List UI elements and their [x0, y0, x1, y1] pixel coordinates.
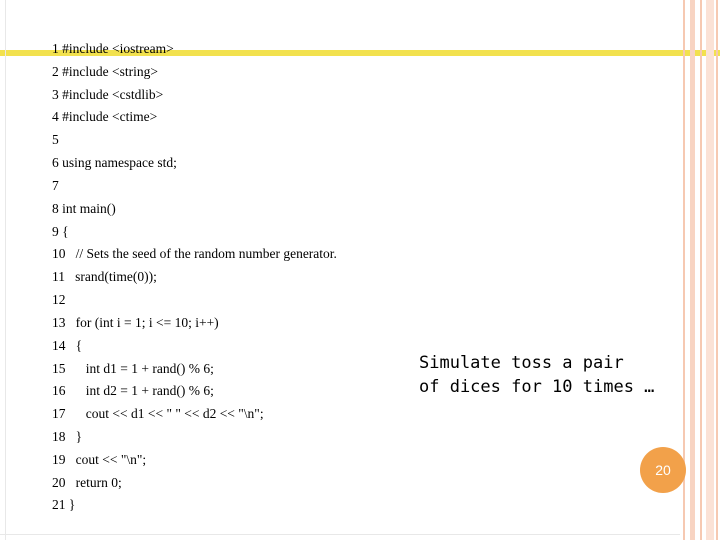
code-text: } — [68, 497, 76, 512]
side-stripe — [716, 0, 718, 540]
code-line — [52, 452, 146, 468]
caption-line-2: of dices for 10 times … — [419, 377, 655, 397]
code-text: #include <string> — [62, 64, 158, 79]
line-number: 21 — [52, 497, 66, 512]
code-line — [52, 178, 62, 194]
code-text: #include <iostream> — [62, 41, 174, 56]
line-number: 1 — [52, 41, 59, 56]
line-number: 16 — [52, 383, 66, 398]
side-stripe — [700, 0, 702, 540]
line-number: 7 — [52, 178, 59, 193]
code-text: // Sets the seed of the random number generator. — [75, 246, 337, 261]
code-line — [52, 361, 214, 377]
line-number: 10 — [52, 246, 66, 261]
code-line — [52, 246, 337, 262]
side-stripe — [706, 0, 714, 540]
code-text: return 0; — [75, 475, 122, 490]
code-text: cout << d1 << " " << d2 << "\n"; — [85, 406, 264, 421]
line-number: 2 — [52, 64, 59, 79]
line-number: 13 — [52, 315, 66, 330]
line-number: 19 — [52, 452, 66, 467]
line-number: 14 — [52, 338, 66, 353]
code-text: cout << "\n"; — [75, 452, 147, 467]
line-number: 20 — [52, 475, 66, 490]
line-number: 3 — [52, 87, 59, 102]
code-text: using namespace std; — [62, 155, 177, 170]
code-text: #include <cstdlib> — [62, 87, 164, 102]
code-text: } — [75, 429, 83, 444]
code-line — [52, 475, 122, 491]
code-line — [52, 406, 264, 422]
code-line — [52, 338, 82, 354]
caption-line-1: Simulate toss a pair — [419, 353, 624, 373]
frame-bottom-line — [0, 534, 680, 535]
slide-number: 20 — [655, 462, 671, 478]
code-text: srand(time(0)); — [75, 269, 157, 284]
code-line — [52, 224, 69, 240]
code-line — [52, 497, 75, 513]
line-number: 17 — [52, 406, 66, 421]
code-line — [52, 64, 158, 80]
code-text: int d1 = 1 + rand() % 6; — [85, 361, 214, 376]
code-text: for (int i = 1; i <= 10; i++) — [75, 315, 219, 330]
code-line — [52, 201, 116, 217]
code-line — [52, 41, 174, 57]
code-line — [52, 87, 163, 103]
frame-left-line — [5, 0, 6, 540]
code-text: { — [62, 224, 69, 239]
line-number: 8 — [52, 201, 59, 216]
line-number: 4 — [52, 109, 59, 124]
line-number: 9 — [52, 224, 59, 239]
code-text: int main() — [62, 201, 116, 216]
code-line — [52, 383, 214, 399]
code-line — [52, 132, 62, 148]
code-text: { — [75, 338, 83, 353]
line-number: 18 — [52, 429, 66, 444]
code-line — [52, 109, 157, 125]
line-number: 5 — [52, 132, 59, 147]
code-line — [52, 292, 69, 308]
code-line — [52, 269, 157, 285]
line-number: 6 — [52, 155, 59, 170]
line-number: 11 — [52, 269, 65, 284]
code-line — [52, 315, 219, 331]
code-text: #include <ctime> — [62, 109, 158, 124]
slide-number-badge — [640, 447, 686, 493]
code-text: int d2 = 1 + rand() % 6; — [85, 383, 214, 398]
line-number: 12 — [52, 292, 66, 307]
code-line — [52, 155, 177, 171]
code-line — [52, 429, 82, 445]
line-number: 15 — [52, 361, 66, 376]
side-stripe — [690, 0, 695, 540]
